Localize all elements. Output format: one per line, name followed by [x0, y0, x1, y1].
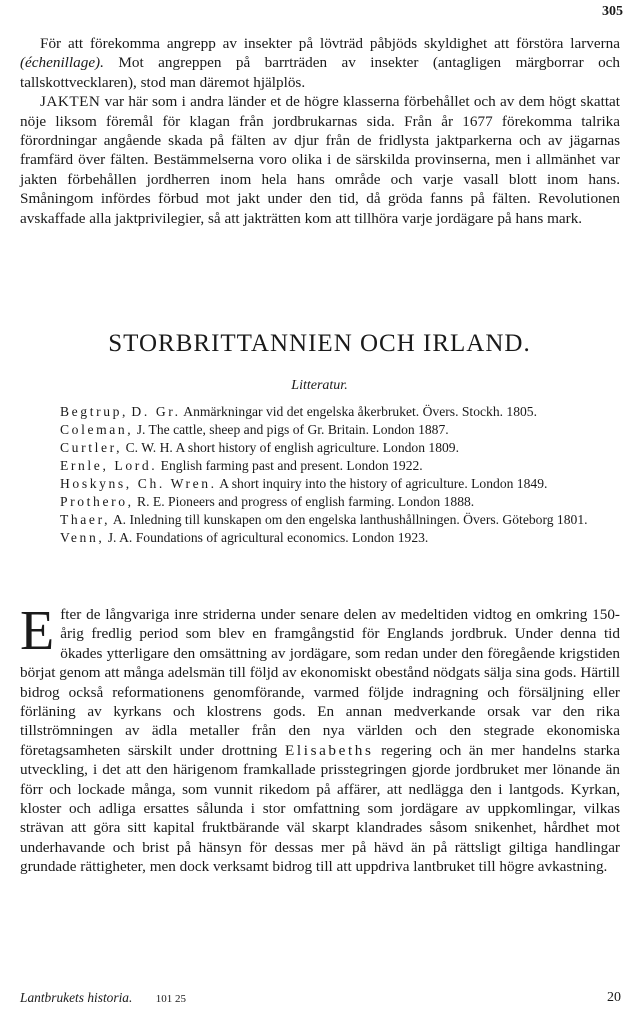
- para1-rest: Mot angreppen på barrträden av insekter (antagligen märgborrar och tallskottvecklaren), stod man däremot hjälplös.: [20, 54, 621, 91]
- paragraph-insects: [20, 34, 620, 92]
- body-part1: fter de långvariga inre striderna under senare delen av medeltiden vidtog en omkring 150-årig fredlig period som blev en framgångstid för Englands jordbruk. Under denna tid ökades ytterligare den omsättning av jordägare, som redan under den föregående krigstiden börjat genom att många adelsmän till följd av ekonomiskt obestånd nödgats sälja sina gods. Härtill bidrog också reformationens genomförande, varmed följde indragning och försäljning eller förläning av kyrkans och klostrens gods. En annan medverkande orsak var den rika tillströmningen av ädla metaller från den nya världen och den stegrade ekonomiska företagsamheten särskilt under drottning: [20, 606, 620, 759]
- body-spaced-name: Elisabeths: [285, 741, 374, 759]
- reference-item: Venn, J. A. Foundations of agricultural economics. London 1923.: [60, 530, 429, 545]
- main-paragraph: [20, 600, 621, 877]
- footer-signature: 101 25: [155, 993, 186, 1005]
- page-number: 305: [602, 4, 623, 19]
- reference-item: Curtler, C. W. H. A short history of english agriculture. London 1809.: [60, 440, 459, 455]
- footer-title: Lantbrukets historia.: [20, 990, 133, 1005]
- literature-title: Litteratur.: [291, 378, 348, 393]
- reference-item: Ernle, Lord. English farming past and present. London 1922.: [60, 458, 423, 473]
- reference-list: [60, 403, 620, 547]
- reference-item: Prothero, R. E. Pioneers and progress of english farming. London 1888.: [60, 494, 475, 509]
- body-part2: regering och än mer handelns starka utveckling, i det att den härigenom framkallade prisstegringen gjorde jordbruket mer lönande än förr och lockade många, som vunnit rikedom på affärer, att nedlägga den i lantgods. Kyrkan, kloster och adliga ersattes sålunda i stor omfattning som jordägare av uppkomlingar, vilkas strävan att göra sitt kapital fruktbärande väl skarpt klandrades såsom snikenhet, hårdhet mot underhavande och brist på hänsyn för dessas mer på hävd än på rättsligt giltiga handlingar grundade rättigheter, men dock verksamt bidrog till att uppdriva lantbruket till högre avkastning.: [20, 741, 621, 876]
- reference-item: Thaer, A. Inledning till kunskapen om den engelska lanthushållningen. Övers. Göteborg 1801.: [60, 512, 588, 527]
- section-heading: STORBRITTANNIEN OCH IRLAND.: [108, 330, 531, 357]
- paragraph-england: [20, 600, 621, 877]
- paragraph-hunting: [20, 92, 620, 228]
- reference-item: Coleman, J. The cattle, sheep and pigs of Gr. Britain. London 1887.: [60, 422, 449, 437]
- top-paragraphs: [20, 34, 620, 228]
- para2-text: var här som i andra länder et de högre klasserna förbehållet och av dem högt skattat nöje liksom föremål för klagan från jordbrukarnas sida. Från år 1677 förekomma talrika förordningar angående skada på fälten av djur från de fridlysta jaktparkerna och av jägarnas framfärd över fälten. Bestämmelserna voro olika i de särskilda provinserna, men i allmänhet var jakten förbehållen jordherren inom hela hans område och varje vasall blott inom hans. Småningom infördes förbud mot jakt under den tid, då gröda fanns på fälten. Revolutionen avskaffade alla jaktprivilegier, så att jakträtten kom att tillhöra varje jordägare på hans mark.: [20, 93, 620, 227]
- page-footer: [20, 990, 621, 1006]
- reference-item: Hoskyns, Ch. Wren. A short inquiry into the history of agriculture. London 1849.: [60, 476, 548, 491]
- para1-italic: (échenillage).: [20, 54, 104, 72]
- footer-page-number: 20: [607, 990, 621, 1005]
- para2-lead: JAKTEN: [40, 93, 101, 111]
- drop-cap: E: [20, 600, 55, 662]
- para1-text: För att förekomma angrepp av insekter på lövträd påbjöds skyldighet att förstöra larverna: [40, 35, 620, 52]
- reference-item: Begtrup, D. Gr. Anmärkningar vid det engelska åkerbruket. Övers. Stockh. 1805.: [60, 404, 538, 419]
